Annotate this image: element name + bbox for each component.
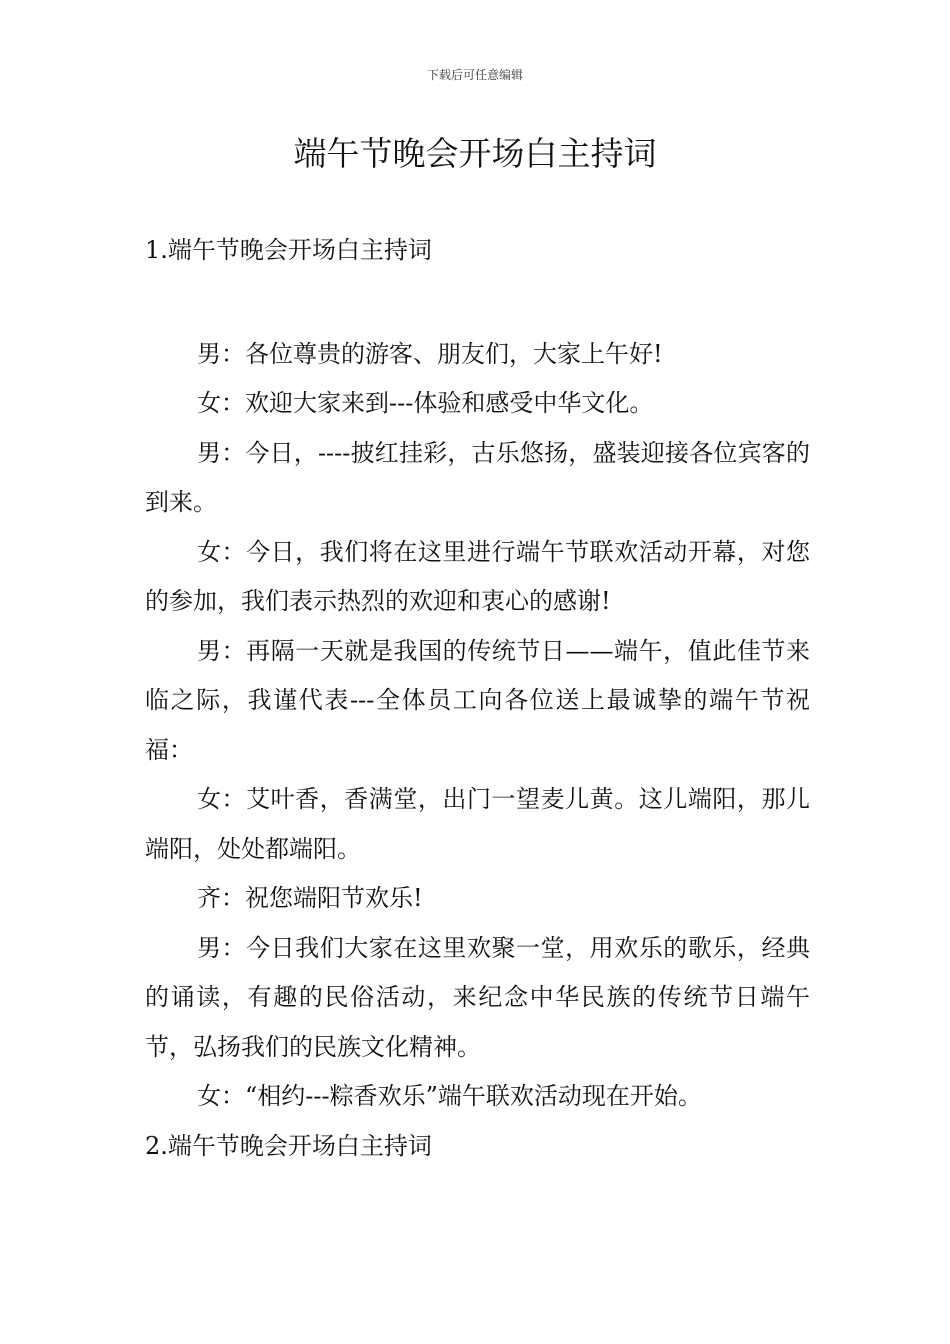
document-title: 端午节晚会开场白主持词 [293,134,657,173]
dialogue-paragraph: 男：再隔一天就是我国的传统节日——端午，值此佳节来临之际，我谨代表---全体员工向各位送上最诚挚的端午节祝福： [145,636,810,764]
blank-line [145,276,810,330]
dialogue-paragraph: 齐：祝您端阳节欢乐! [197,884,423,912]
dialogue-paragraph: 男：今日，----披红挂彩，古乐悠扬，盛装迎接各位宾客的到来。 [145,438,810,516]
dialogue-paragraph: 女：艾叶香，香满堂，出门一望麦儿黄。这儿端阳，那儿端阳，处处都端阳。 [145,785,810,863]
document-body [145,226,810,1171]
dialogue-paragraph: 男：今日我们大家在这里欢聚一堂，用欢乐的歌乐，经典的诵读，有趣的民俗活动，来纪念中华民族的传统节日端午节，弘扬我们的民族文化精神。 [145,933,810,1061]
dialogue-paragraph: 女：“相约---粽香欢乐”端午联欢活动现在开始。 [197,1082,702,1110]
dialogue-paragraph: 女：今日，我们将在这里进行端午节联欢活动开幕，对您的参加，我们表示热烈的欢迎和衷心的感谢! [145,537,810,615]
dialogue-paragraph: 男：各位尊贵的游客、朋友们，大家上午好! [197,339,663,368]
section-heading-2: 2.端午节晚会开场白主持词 [145,1131,432,1160]
header-note: 下载后可任意编辑 [426,68,523,82]
section-heading-1: 1.端午节晚会开场白主持词 [145,236,432,264]
dialogue-paragraph: 女：欢迎大家来到---体验和感受中华文化。 [197,389,654,417]
